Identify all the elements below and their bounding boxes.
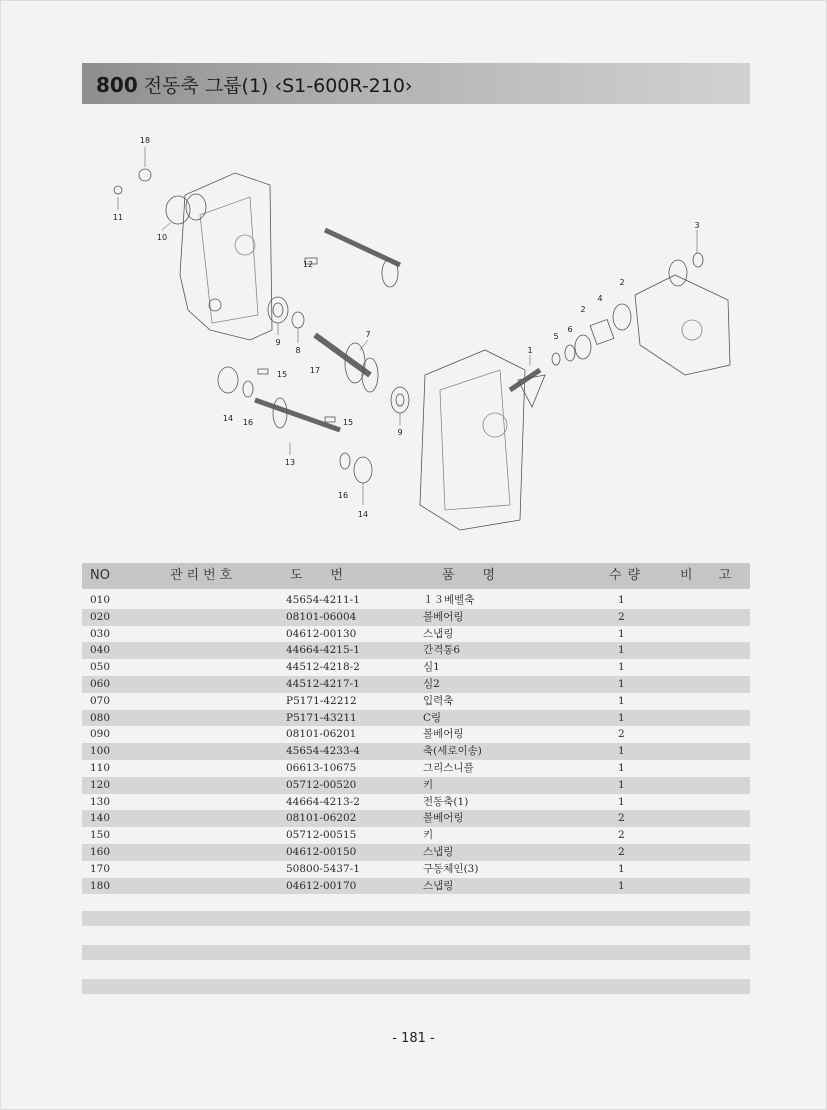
page-title bbox=[96, 72, 413, 98]
right-cover-outline bbox=[635, 275, 730, 375]
cell-no: 090 bbox=[90, 728, 111, 741]
cell-quantity: 1 bbox=[618, 879, 625, 892]
callout-label: 3 bbox=[694, 221, 700, 230]
table-row bbox=[82, 743, 750, 760]
col-header-drawing-no: 도번 bbox=[290, 568, 372, 583]
cell-quantity: 1 bbox=[618, 711, 625, 724]
cell-quantity: 1 bbox=[618, 594, 625, 606]
cell-quantity: 1 bbox=[618, 694, 625, 707]
cell-no: 170 bbox=[90, 862, 111, 875]
cell-no: 040 bbox=[90, 644, 111, 657]
cell-drawing-no: 44664-4213-2 bbox=[286, 795, 360, 808]
cell-quantity: 2 bbox=[618, 829, 625, 842]
cell-part-name: 스냅링 bbox=[423, 845, 454, 858]
table-row bbox=[82, 626, 750, 643]
table-header bbox=[82, 563, 758, 589]
cell-drawing-no: 50800-5437-1 bbox=[286, 862, 360, 875]
cell-quantity: 2 bbox=[618, 728, 625, 741]
cell-drawing-no: 45654-4211-1 bbox=[286, 594, 360, 606]
table-row bbox=[82, 609, 750, 626]
cell-quantity: 1 bbox=[618, 862, 625, 875]
callout-label: 14 bbox=[357, 510, 369, 519]
cell-no: 130 bbox=[90, 795, 111, 808]
cell-drawing-no: 08101-06202 bbox=[286, 812, 357, 825]
cell-no: 080 bbox=[90, 711, 111, 724]
col-header-no: NO bbox=[90, 568, 110, 583]
cell-part-name: 축(세로이송) bbox=[423, 745, 482, 758]
table-row bbox=[82, 878, 750, 895]
empty-table-band bbox=[82, 945, 750, 960]
cell-no: 030 bbox=[90, 627, 111, 640]
cell-no: 020 bbox=[90, 610, 111, 623]
cell-no: 050 bbox=[90, 661, 111, 674]
cell-drawing-no: P5171-42212 bbox=[286, 694, 357, 707]
callout-label: 11 bbox=[112, 213, 124, 222]
cell-drawing-no: 04612-00130 bbox=[286, 627, 357, 640]
cell-drawing-no: 44664-4215-1 bbox=[286, 644, 360, 657]
cell-part-name: 키 bbox=[423, 778, 434, 791]
section-title: 전동축 그룹(1) ‹S1-600R-210› bbox=[143, 75, 413, 97]
exploded-parts-diagram bbox=[100, 125, 740, 535]
cell-no: 060 bbox=[90, 677, 111, 690]
cell-no: 180 bbox=[90, 879, 111, 892]
cell-part-name: 전동축(1) bbox=[423, 795, 469, 808]
table-row bbox=[82, 676, 750, 693]
cell-part-name: 볼베어링 bbox=[423, 812, 464, 825]
cell-no: 160 bbox=[90, 845, 111, 858]
callout-label: 9 bbox=[397, 428, 403, 437]
table-row bbox=[82, 861, 750, 878]
cell-drawing-no: 44512-4218-2 bbox=[286, 661, 360, 674]
cell-quantity: 1 bbox=[618, 795, 625, 808]
callout-label: 14 bbox=[222, 414, 234, 423]
cell-part-name: 볼베어링 bbox=[423, 728, 464, 741]
cell-drawing-no: 45654-4233-4 bbox=[286, 745, 360, 758]
callout-label: 17 bbox=[309, 366, 321, 375]
table-row bbox=[82, 777, 750, 794]
cell-quantity: 1 bbox=[618, 677, 625, 690]
callout-label: 16 bbox=[242, 418, 254, 427]
table-row bbox=[82, 592, 750, 609]
table-row bbox=[82, 810, 750, 827]
callout-label: 8 bbox=[295, 346, 301, 355]
cell-part-name: 그리스니플 bbox=[423, 761, 474, 774]
cell-part-name: １３베벨축 bbox=[423, 594, 475, 606]
cell-part-name: 심2 bbox=[423, 677, 440, 690]
table-row bbox=[82, 794, 750, 811]
callout-label: 16 bbox=[337, 491, 349, 500]
cell-no: 120 bbox=[90, 778, 111, 791]
callout-label: 6 bbox=[567, 325, 573, 334]
empty-table-band bbox=[82, 911, 750, 926]
cell-quantity: 1 bbox=[618, 745, 625, 758]
center-housing-outline bbox=[420, 350, 525, 530]
cell-no: 010 bbox=[90, 594, 111, 606]
cell-quantity: 2 bbox=[618, 610, 625, 623]
cell-part-name: 키 bbox=[423, 829, 434, 842]
cell-part-name: 입력축 bbox=[423, 694, 454, 707]
callout-label: 5 bbox=[553, 332, 559, 341]
callout-label: 1 bbox=[527, 346, 533, 355]
cell-quantity: 1 bbox=[618, 627, 625, 640]
col-header-quantity: 수량 bbox=[609, 568, 647, 583]
cell-part-name: 볼베어링 bbox=[423, 610, 464, 623]
cell-drawing-no: 04612-00170 bbox=[286, 879, 357, 892]
cell-part-name: 스냅링 bbox=[423, 627, 454, 640]
cell-drawing-no: 05712-00515 bbox=[286, 829, 357, 842]
cell-part-name: 심1 bbox=[423, 661, 440, 674]
callout-label: 2 bbox=[619, 278, 625, 287]
col-header-remarks: 비고 bbox=[680, 568, 758, 583]
table-row bbox=[82, 693, 750, 710]
col-header-part-name: 품명 bbox=[442, 568, 524, 583]
callout-label: 15 bbox=[342, 418, 354, 427]
callout-label: 7 bbox=[365, 330, 371, 339]
cell-drawing-no: 08101-06004 bbox=[286, 610, 357, 623]
table-row bbox=[82, 659, 750, 676]
cell-quantity: 1 bbox=[618, 644, 625, 657]
cell-quantity: 2 bbox=[618, 845, 625, 858]
cell-no: 140 bbox=[90, 812, 111, 825]
callout-label: 12 bbox=[302, 260, 314, 269]
cell-part-name: C링 bbox=[423, 711, 442, 724]
cell-drawing-no: 08101-06201 bbox=[286, 728, 357, 741]
cell-drawing-no: 04612-00150 bbox=[286, 845, 357, 858]
table-row bbox=[82, 710, 750, 727]
cell-part-name: 구동체인(3) bbox=[423, 862, 479, 875]
table-row bbox=[82, 642, 750, 659]
callout-label: 2 bbox=[580, 305, 586, 314]
parts-table-body bbox=[82, 592, 750, 894]
cell-quantity: 2 bbox=[618, 812, 625, 825]
page-number: - 181 - bbox=[392, 1031, 435, 1046]
cell-quantity: 1 bbox=[618, 761, 625, 774]
callout-label: 15 bbox=[276, 370, 288, 379]
callout-label: 13 bbox=[284, 458, 296, 467]
cell-no: 100 bbox=[90, 745, 111, 758]
cell-no: 110 bbox=[90, 761, 111, 774]
cell-part-name: 간격통6 bbox=[423, 644, 461, 657]
cell-no: 150 bbox=[90, 829, 111, 842]
callout-label: 4 bbox=[597, 294, 603, 303]
cell-part-name: 스냅링 bbox=[423, 879, 454, 892]
cell-drawing-no: 06613-10675 bbox=[286, 761, 357, 774]
cell-quantity: 1 bbox=[618, 778, 625, 791]
table-row bbox=[82, 760, 750, 777]
table-row bbox=[82, 844, 750, 861]
cell-quantity: 1 bbox=[618, 661, 625, 674]
cell-drawing-no: P5171-43211 bbox=[286, 711, 357, 724]
callout-label: 18 bbox=[139, 136, 151, 145]
callout-label: 9 bbox=[275, 338, 281, 347]
table-row bbox=[82, 726, 750, 743]
table-row bbox=[82, 827, 750, 844]
cell-no: 070 bbox=[90, 694, 111, 707]
section-number: 800 bbox=[96, 73, 138, 97]
col-header-control-no: 관리번호 bbox=[170, 568, 237, 583]
cell-drawing-no: 05712-00520 bbox=[286, 778, 357, 791]
empty-table-band bbox=[82, 979, 750, 994]
cell-drawing-no: 44512-4217-1 bbox=[286, 677, 360, 690]
callout-label: 10 bbox=[156, 233, 168, 242]
